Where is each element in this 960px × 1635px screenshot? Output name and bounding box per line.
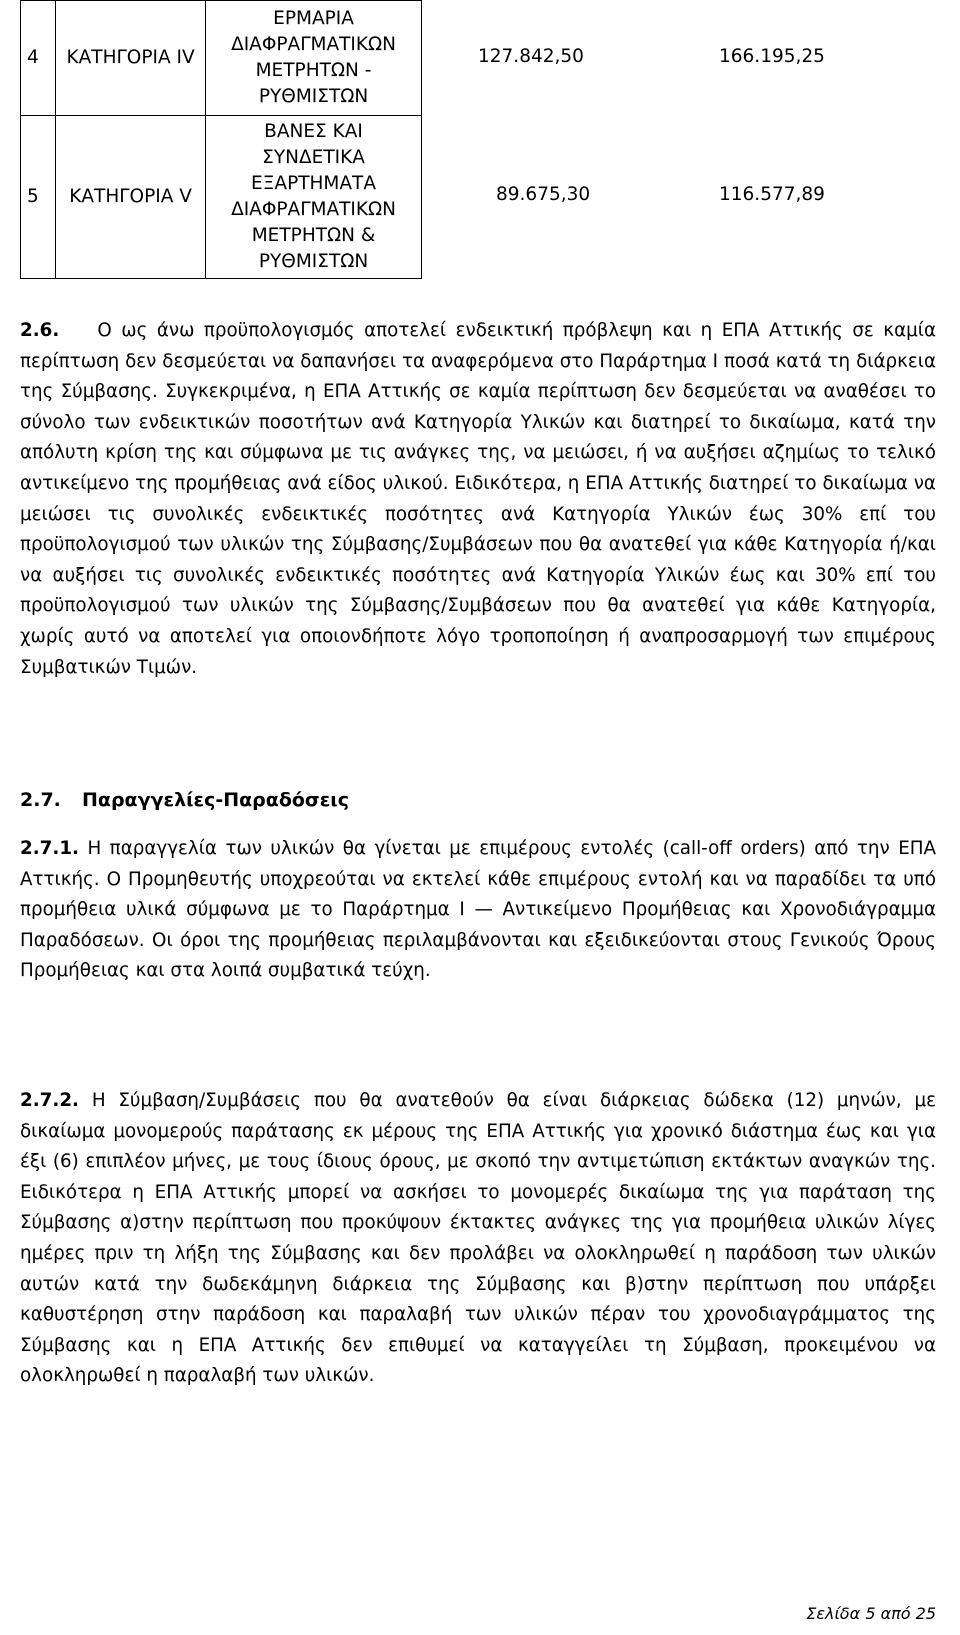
- amount-net: 127.842,50: [478, 46, 584, 67]
- section-number: 2.7.1.: [20, 838, 79, 859]
- description-cell: ΒΑΝΕΣ ΚΑΙ ΣΥΝΔΕΤΙΚΑ ΕΞΑΡΤΗΜΑΤΑ ΔΙΑΦΡΑΓΜΑΤΙΚΩΝ ΜΕΤΡΗΤΩΝ & ΡΥΘΜΙΣΤΩΝ: [206, 116, 422, 279]
- paragraph-text: Η Σύμβαση/Συμβάσεις που θα ανατεθούν θα είναι διάρκειας δώδεκα (12) μηνών, με δικαίωμα μονομερούς παράτασης εκ μέρους της ΕΠΑ Αττικής για χρονικό διάστημα έως και για έξι (6) επιπλέον μήνες, με τους ίδιους όρους, με σκοπό την αντιμετώπιση εκτάκτων αναγκών της. Ειδικότερα η ΕΠΑ Αττικής μπορεί να ασκήσει το μονομερές δικαίωμα της για παράταση της Σύμβασης α)στην περίπτωση που προκύψουν έκτακτες ανάγκες της για προμήθεια υλικών λίγες ημέρες πριν τη λήξη της Σύμβασης και δεν προλάβει να ολοκληρωθεί η παράδοση των υλικών αυτών κατά την δωδεκάμηνη διάρκεια της Σύμβασης και β)στην περίπτωση που υπάρξει καθυστέρηση στην παράδοση και παραλαβή των υλικών πέραν του χρονοδιαγράμματος της Σύμβασης και η ΕΠΑ Αττικής δεν επιθυμεί να καταγγείλει τη Σύμβαση, προκειμένου να ολοκληρωθεί η παραλαβή των υλικών.: [20, 1090, 936, 1387]
- paragraph-text: Ο ως άνω προϋπολογισμός αποτελεί ενδεικτική πρόβλεψη και η ΕΠΑ Αττικής σε καμία περίπτωση δεν δεσμεύεται να δαπανήσει τα αναφερόμενα στο Παράρτημα Ι ποσά κατά τη διάρκεια της Σύμβασης. Συγκεκριμένα, η ΕΠΑ Αττικής σε καμία περίπτωση δεν δεσμεύεται να αναθέσει το σύνολο των ενδεικτικών ποσοτήτων ανά Κατηγορία Υλικών και διατηρεί το δικαίωμα, κατά την απόλυτη κρίση της και σύμφωνα με τις ανάγκες της, να μειώσει, ή να αυξήσει αζημίως το τελικό αντικείμενο της προμήθειας ανά είδος υλικού. Ειδικότερα, η ΕΠΑ Αττικής διατηρεί το δικαίωμα να μειώσει τις συνολικές ενδεικτικές ποσότητες ανά Κατηγορία Υλικών έως 30% επί του προϋπολογισμού των υλικών της Σύμβασης/Συμβάσεων που θα ανατεθεί για κάθε Κατηγορία ή/και να αυξήσει τις συνολικές ενδεικτικές ποσότητες ανά Κατηγορία Υλικών έως και 30% επί του προϋπολογισμού των υλικών της Σύμβασης/Συμβάσεων που θα ανατεθεί για κάθε Κατηγορία, χωρίς αυτό να αποτελεί για οποιονδήποτε λόγο τροποποίηση ή αναπροσαρμογή των επιμέρους Συμβατικών Τιμών.: [20, 320, 936, 678]
- amount-total: 166.195,25: [719, 46, 825, 67]
- table-row: [21, 116, 422, 279]
- section-heading: [20, 785, 349, 815]
- description-cell: ΕΡΜΑΡΙΑ ΔΙΑΦΡΑΓΜΑΤΙΚΩΝ ΜΕΤΡΗΤΩΝ - ΡΥΘΜΙΣΤΩΝ: [206, 1, 422, 116]
- category-cell: ΚΑΤΗΓΟΡΙΑ IV: [56, 1, 206, 116]
- amount-net: 89.675,30: [496, 184, 591, 205]
- category-table: [20, 0, 422, 279]
- page-number: Σελίδα 5 από 25: [806, 1604, 936, 1623]
- section-number: 2.6.: [20, 320, 60, 341]
- section-title: Παραγγελίες-Παραδόσεις: [82, 789, 349, 811]
- paragraph-2-7-1: [20, 834, 936, 987]
- row-number: 5: [21, 116, 56, 279]
- row-number: 4: [21, 1, 56, 116]
- section-number: 2.7.2.: [20, 1090, 79, 1111]
- table-row: [21, 1, 422, 116]
- paragraph-2-7-2: [20, 1086, 936, 1392]
- category-cell: ΚΑΤΗΓΟΡΙΑ V: [56, 116, 206, 279]
- paragraph-2-6: [20, 316, 936, 683]
- section-number: 2.7.: [20, 789, 61, 811]
- amount-total: 116.577,89: [719, 184, 825, 205]
- paragraph-text: Η παραγγελία των υλικών θα γίνεται με επιμέρους εντολές (call-off orders) από την ΕΠΑ Αττικής. Ο Προμηθευτής υποχρεούται να εκτελεί κάθε επιμέρους εντολή και να παραδίδει τα υπό προμήθεια υλικά σύμφωνα με το Παράρτημα Ι — Αντικείμενο Προμήθειας και Χρονοδιάγραμμα Παραδόσεων. Οι όροι της προμήθειας περιλαμβάνονται και εξειδικεύονται στους Γενικούς Όρους Προμήθειας και στα λοιπά συμβατικά τεύχη.: [20, 838, 936, 982]
